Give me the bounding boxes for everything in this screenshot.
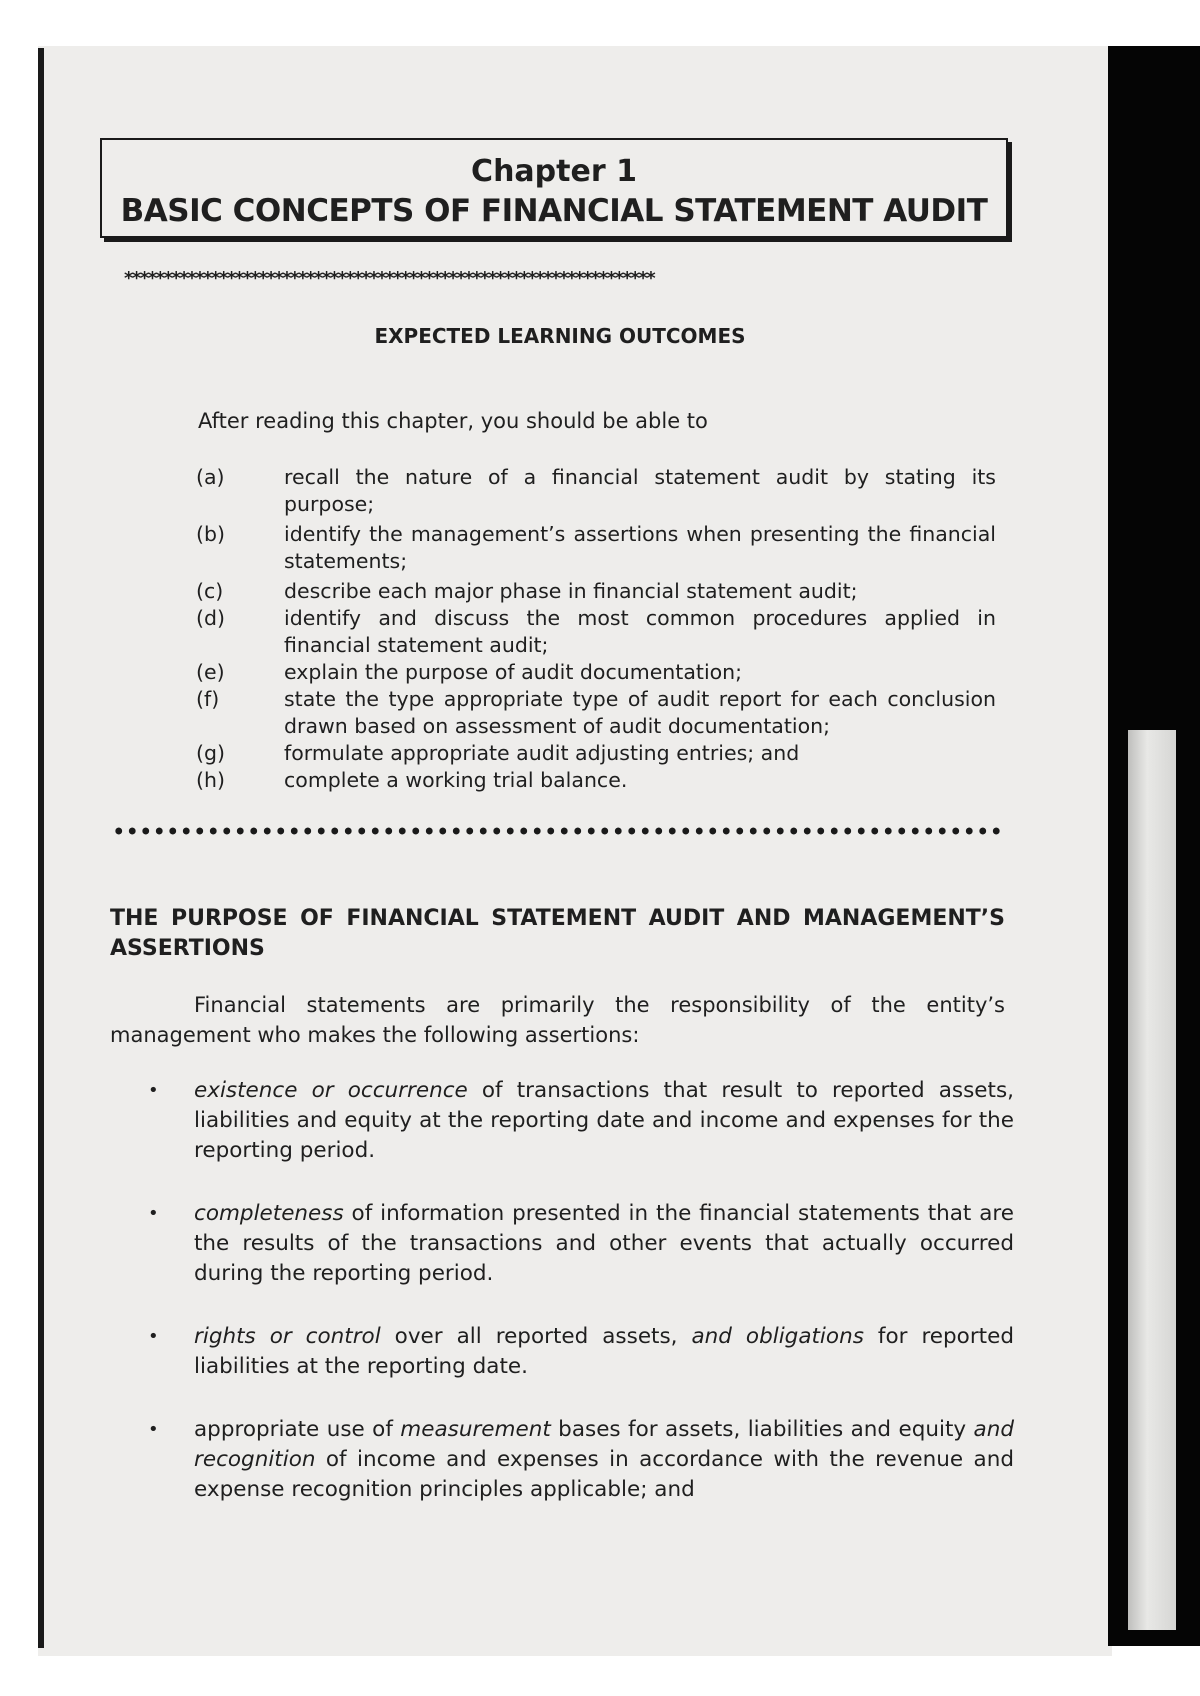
- chapter-title-box: [100, 138, 1008, 238]
- outcome-item: [196, 686, 996, 740]
- learning-outcomes-intro: After reading this chapter, you should be able to: [198, 409, 708, 433]
- outcome-text: formulate appropriate audit adjusting entries; and: [284, 741, 800, 765]
- outcome-label: (h): [196, 768, 225, 792]
- section-heading: THE PURPOSE OF FINANCIAL STATEMENT AUDIT AND MANAGEMENT’S ASSERTIONS: [110, 906, 1005, 961]
- outcome-label: (f): [196, 687, 220, 711]
- outcome-item: [196, 521, 996, 575]
- outcome-label: (a): [196, 465, 225, 489]
- outcome-text: describe each major phase in financial statement audit;: [284, 579, 858, 603]
- outcome-label: (b): [196, 522, 226, 546]
- outcome-text: explain the purpose of audit documentation;: [284, 660, 743, 684]
- outcome-item: [196, 464, 996, 518]
- outcome-item: [196, 605, 996, 659]
- assertion-text: appropriate use of measurement bases for assets, liabilities and equity and recognition of income and expenses in accordance with the revenue and expense recognition principles applicable; and: [194, 1417, 1014, 1502]
- outcome-item: [196, 578, 996, 605]
- outcome-text: complete a working trial balance.: [284, 768, 628, 792]
- outcome-item: [196, 767, 996, 794]
- outcome-label: (c): [196, 579, 224, 603]
- assertion-text: completeness of information presented in the financial statements that are the results of the transactions and other events that actually occurred during the reporting period.: [194, 1201, 1014, 1286]
- assertion-item: [148, 1322, 1014, 1382]
- bullet-icon: •: [148, 1080, 159, 1101]
- page-edge-curl: [1128, 730, 1176, 1630]
- assertion-text: rights or control over all reported assets, and obligations for reported liabilities at the reporting date.: [194, 1324, 1014, 1379]
- bullet-icon: •: [148, 1326, 159, 1347]
- outcome-text: recall the nature of a financial statement audit by stating its purpose;: [284, 465, 996, 516]
- bullet-icon: •: [148, 1203, 159, 1224]
- section-intro-paragraph: Financial statements are primarily the responsibility of the entity’s management who makes the following assertions:: [110, 993, 1005, 1047]
- star-divider: *******************************************************************: [124, 268, 655, 289]
- assertion-text: existence or occurrence of transactions that result to reported assets, liabilities and equity at the reporting date and income and expenses for the reporting period.: [194, 1078, 1014, 1163]
- chapter-title: BASIC CONCEPTS OF FINANCIAL STATEMENT AUDIT: [120, 193, 988, 229]
- learning-outcomes-heading: EXPECTED LEARNING OUTCOMES: [374, 324, 746, 348]
- assertion-item: [148, 1076, 1014, 1166]
- bullet-icon: •: [148, 1419, 159, 1440]
- chapter-number: Chapter 1: [471, 154, 637, 189]
- assertion-item: [148, 1415, 1014, 1505]
- outcome-label: (e): [196, 660, 225, 684]
- outcome-item: [196, 740, 996, 767]
- outcome-item: [196, 659, 996, 686]
- outcome-text: identify the management’s assertions when presenting the financial statements;: [284, 522, 996, 573]
- assertions-list: [148, 1076, 1014, 1538]
- dot-divider: [112, 826, 1002, 836]
- outcome-label: (g): [196, 741, 226, 765]
- assertion-item: [148, 1199, 1014, 1289]
- learning-outcomes-list: [196, 464, 996, 794]
- page-spine-shadow: [38, 48, 44, 1648]
- outcome-label: (d): [196, 606, 226, 630]
- outcome-text: state the type appropriate type of audit report for each conclusion drawn based on assessment of audit documentation;: [284, 687, 996, 738]
- outcome-text: identify and discuss the most common procedures applied in financial statement audit;: [284, 606, 996, 657]
